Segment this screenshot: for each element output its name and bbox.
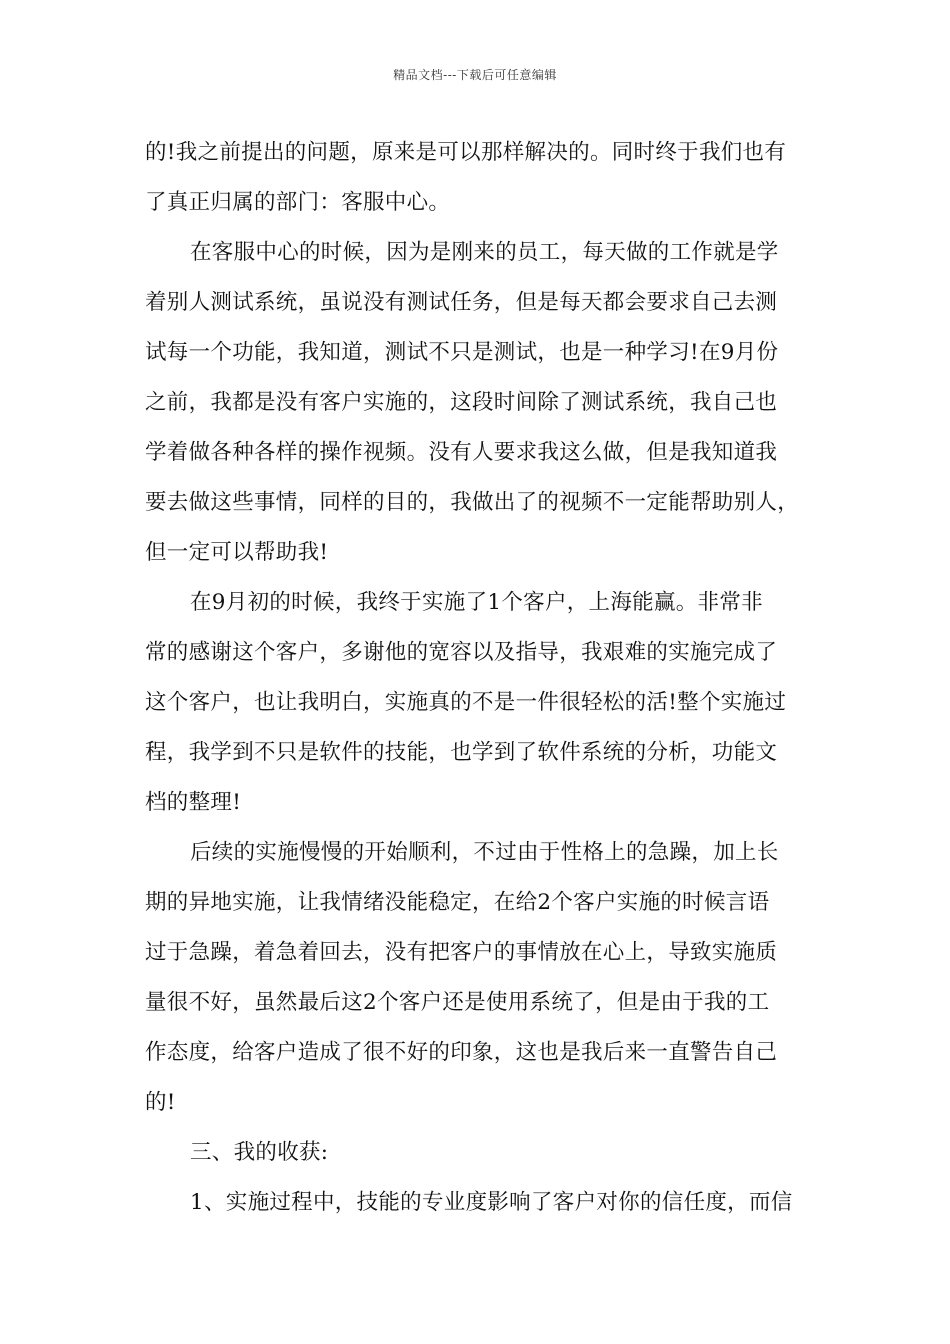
text-line: 的!我之前提出的问题，原来是可以那样解决的。同时终于我们也有 [145,140,787,165]
text-line: 试每一个功能，我知道，测试不只是测试，也是一种学习!在9月份 [145,340,779,365]
text-line: 过于急躁，着急着回去，没有把客户的事情放在心上，导致实施质 [145,940,778,965]
text-line: 后续的实施慢慢的开始顺利，不过由于性格上的急躁，加上长 [190,840,779,865]
text-line: 要去做这些事情，同样的目的，我做出了的视频不一定能帮助别人， [145,490,800,515]
section-heading: 三、我的收获: [190,1140,329,1165]
text-line: 量很不好，虽然最后这2个客户还是使用系统了，但是由于我的工 [145,990,770,1015]
text-line: 学着做各种各样的操作视频。没有人要求我这么做，但是我知道我 [145,440,778,465]
text-line: 了真正归属的部门：客服中心。 [145,190,451,215]
text-line: 期的异地实施，让我情绪没能稳定，在给2个客户实施的时候言语 [145,890,770,915]
text-line: 在9月初的时候，我终于实施了1个客户，上海能赢。非常非 [190,590,763,615]
text-line: 但一定可以帮助我! [145,540,329,565]
text-line: 档的整理! [145,790,242,815]
page-header: 精品文档---下载后可任意编辑 [393,68,557,82]
text-line: 作态度，给客户造成了很不好的印象，这也是我后来一直警告自己 [145,1040,778,1065]
text-line: 在客服中心的时候，因为是刚来的员工，每天做的工作就是学 [190,240,779,265]
text-line: 常的感谢这个客户，多谢他的宽容以及指导，我艰难的实施完成了 [145,640,778,665]
document-body [145,128,825,1228]
text-line: 之前，我都是没有客户实施的，这段时间除了测试系统，我自己也 [145,390,778,415]
text-line: 程，我学到不只是软件的技能，也学到了软件系统的分析，功能文 [145,740,778,765]
text-line: 着别人测试系统，虽说没有测试任务，但是每天都会要求自己去测 [145,290,778,315]
text-line: 的! [145,1090,176,1115]
text-line: 这个客户，也让我明白，实施真的不是一件很轻松的活!整个实施过 [145,690,787,715]
text-line: 1、实施过程中，技能的专业度影响了客户对你的信任度，而信 [190,1190,793,1215]
